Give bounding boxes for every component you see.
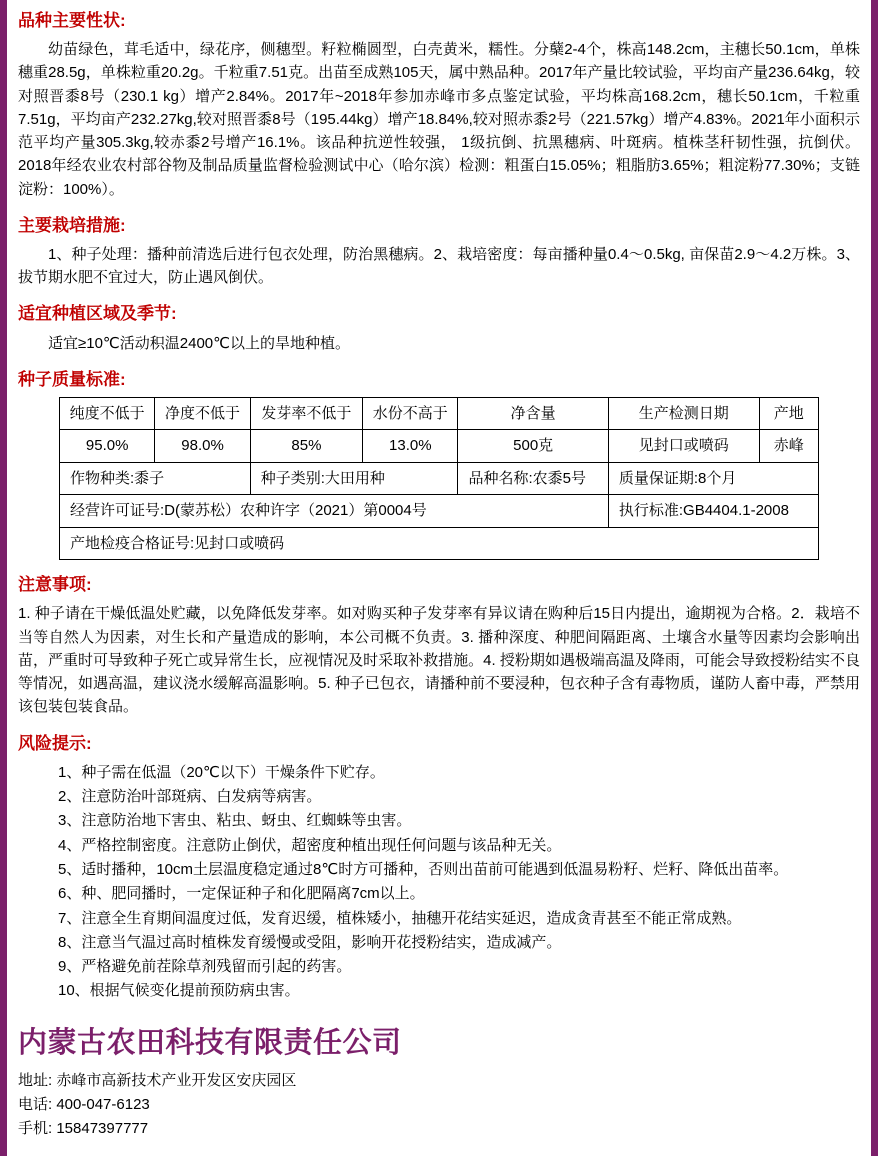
list-item: 4、严格控制密度。注意防止倒伏，超密度种植出现任何问题与该品种无关。: [58, 836, 562, 854]
table-row-quarantine: [60, 527, 819, 560]
section-body-notice: 1. 种子请在干燥低温处贮藏，以免降低发芽率。如对购买种子发芽率有异议请在购种后15日内提出，逾期视为合格。2．栽培不当等自然人为因素，对生长和产量造成的影响，本公司概不负责。3. 播种深度、种肥间隔距离、土壤含水量等因素均会影响出苗，严重时可导致种子死亡或异常生长，应视情况及时采取补救措施。4. 授粉期如遇极端高温及降雨，可能会导致授粉结实不良等情况，如遇高温，建议浇水缓解高温影响。5. 种子已包衣，请播种前不要浸种，包衣种子含有毒物质，谨防人畜中毒，严禁用该包装包装食品。: [18, 605, 860, 716]
table-header-netweight: 净含量: [458, 397, 608, 430]
section-notice: [18, 574, 860, 718]
document-content: [14, 10, 864, 1142]
table-cell-quarantine-certificate: 产地检疫合格证号:见封口或喷码: [60, 527, 819, 560]
footer-block: [18, 1020, 860, 1142]
company-mobile: 手机: 15847397777: [18, 1120, 149, 1138]
table-header-moisture: 水份不高于: [363, 397, 458, 430]
table-cell-variety-name: 品种名称:农黍5号: [458, 462, 608, 495]
list-item: 6、种、肥同播时，一定保证种子和化肥隔离7cm以上。: [58, 885, 425, 903]
table-row-headers: [60, 397, 819, 430]
section-title-seed-quality: 种子质量标准:: [18, 369, 126, 389]
table-value-cleanliness: 98.0%: [155, 430, 250, 463]
section-seed-quality: [18, 369, 860, 561]
section-planting-region: [18, 303, 860, 354]
section-body-variety-traits: 幼苗绿色，茸毛适中，绿花序，侧穗型。籽粒椭圆型，白壳黄米，糯性。分蘖2-4个，株高148.2cm，主穗长50.1cm，单株穗重28.5g，单株粒重20.2g。千粒重7.51克。出苗至成熟105天，属中熟品种。2017年产量比较试验，平均亩产量236.64kg，较对照晋黍8号（230.1 kg）增产2.84%。2017年~2018年参加赤峰市多点鉴定试验，平均株高168.2cm，穗长50.1cm，千粒重7.51g，平均亩产232.27kg,较对照晋黍8号（195.44kg）增产18.84%,较对照赤黍2号（221.57kg）增产4.83%。2021年小面积示范平均产量305.3kg,较赤黍2号增产16.1%。该品种抗逆性较强， 1级抗倒、抗黑穗病、叶斑病。植株茎秆韧性强，抗倒伏。2018年经农业农村部谷物及制品质量监督检验测试中心（哈尔滨）检测：粗蛋白15.05%；粗脂肪3.65%；粗淀粉77.30%；支链淀粉：100%）。: [18, 41, 860, 198]
section-title-notice: 注意事项:: [18, 575, 92, 595]
section-title-variety-traits: 品种主要性状:: [18, 11, 126, 30]
table-header-germination: 发芽率不低于: [250, 397, 362, 430]
section-body-planting-region: 适宜≥10℃活动积温2400℃以上的旱地种植。: [48, 334, 350, 352]
section-variety-traits: [18, 10, 860, 201]
section-title-planting-region: 适宜种植区域及季节:: [18, 304, 177, 324]
table-value-germination: 85%: [250, 430, 362, 463]
section-body-cultivation-measures: 1、种子处理：播种前清选后进行包衣处理，防治黑穗病。2、栽培密度：每亩播种量0.4〜0.5kg, 亩保苗2.9〜4.2万株。3、拔节期水肥不宜过大，防止遇风倒伏。: [18, 245, 860, 287]
table-header-testdate: 生产检测日期: [608, 397, 759, 430]
company-phone: 电话: 400-047-6123: [18, 1096, 150, 1114]
list-item: 8、注意当气温过高时植株发育缓慢或受阻，影响开花授粉结实，造成减产。: [58, 933, 562, 951]
left-edge-bar: [0, 0, 7, 1156]
table-header-purity: 纯度不低于: [60, 397, 155, 430]
list-item: 1、种子需在低温（20℃以下）干燥条件下贮存。: [58, 763, 385, 781]
section-title-cultivation-measures: 主要栽培措施:: [18, 215, 126, 235]
company-address: 地址: 赤峰市高新技术产业开发区安庆园区: [18, 1071, 297, 1089]
list-item: 2、注意防治叶部斑病、白发病等病害。: [58, 788, 322, 806]
table-header-origin: 产地: [759, 397, 818, 430]
risk-list: [18, 761, 860, 1004]
table-row-license: [60, 495, 819, 528]
section-title-risk: 风险提示:: [18, 733, 92, 753]
table-cell-quality-period: 质量保证期:8个月: [608, 462, 818, 495]
right-edge-bar: [871, 0, 878, 1156]
list-item: 7、注意全生育期间温度过低，发育迟缓，植株矮小，抽穗开花结实延迟，造成贪青甚至不能正常成熟。: [58, 909, 742, 927]
section-risk: [18, 733, 860, 1004]
seed-quality-table: [59, 397, 819, 561]
table-cell-crop-type: 作物种类:黍子: [60, 462, 251, 495]
list-item: 5、适时播种，10cm土层温度稳定通过8℃时方可播种，否则出苗前可能遇到低温易粉籽、烂籽、降低出苗率。: [58, 861, 789, 878]
section-cultivation-measures: [18, 215, 860, 290]
table-cell-business-license: 经营许可证号:D(蒙苏松）农种许字（2021）第0004号: [60, 495, 609, 528]
company-name: 内蒙古农田科技有限责任公司: [18, 1026, 402, 1059]
table-value-testdate: 见封口或喷码: [608, 430, 759, 463]
table-value-origin: 赤峰: [759, 430, 818, 463]
table-value-moisture: 13.0%: [363, 430, 458, 463]
list-item: 9、严格避免前茬除草剂残留而引起的药害。: [58, 958, 352, 976]
table-value-purity: 95.0%: [60, 430, 155, 463]
table-value-netweight: 500克: [458, 430, 608, 463]
table-cell-seed-category: 种子类别:大田用种: [250, 462, 458, 495]
table-row-values: [60, 430, 819, 463]
table-row-crop-info: [60, 462, 819, 495]
list-item: 3、注意防治地下害虫、粘虫、蚜虫、红蜘蛛等虫害。: [58, 812, 412, 830]
list-item: 10、根据气候变化提前预防病虫害。: [58, 982, 300, 1000]
table-cell-standard: 执行标准:GB4404.1-2008: [608, 495, 818, 528]
table-header-cleanliness: 净度不低于: [155, 397, 250, 430]
